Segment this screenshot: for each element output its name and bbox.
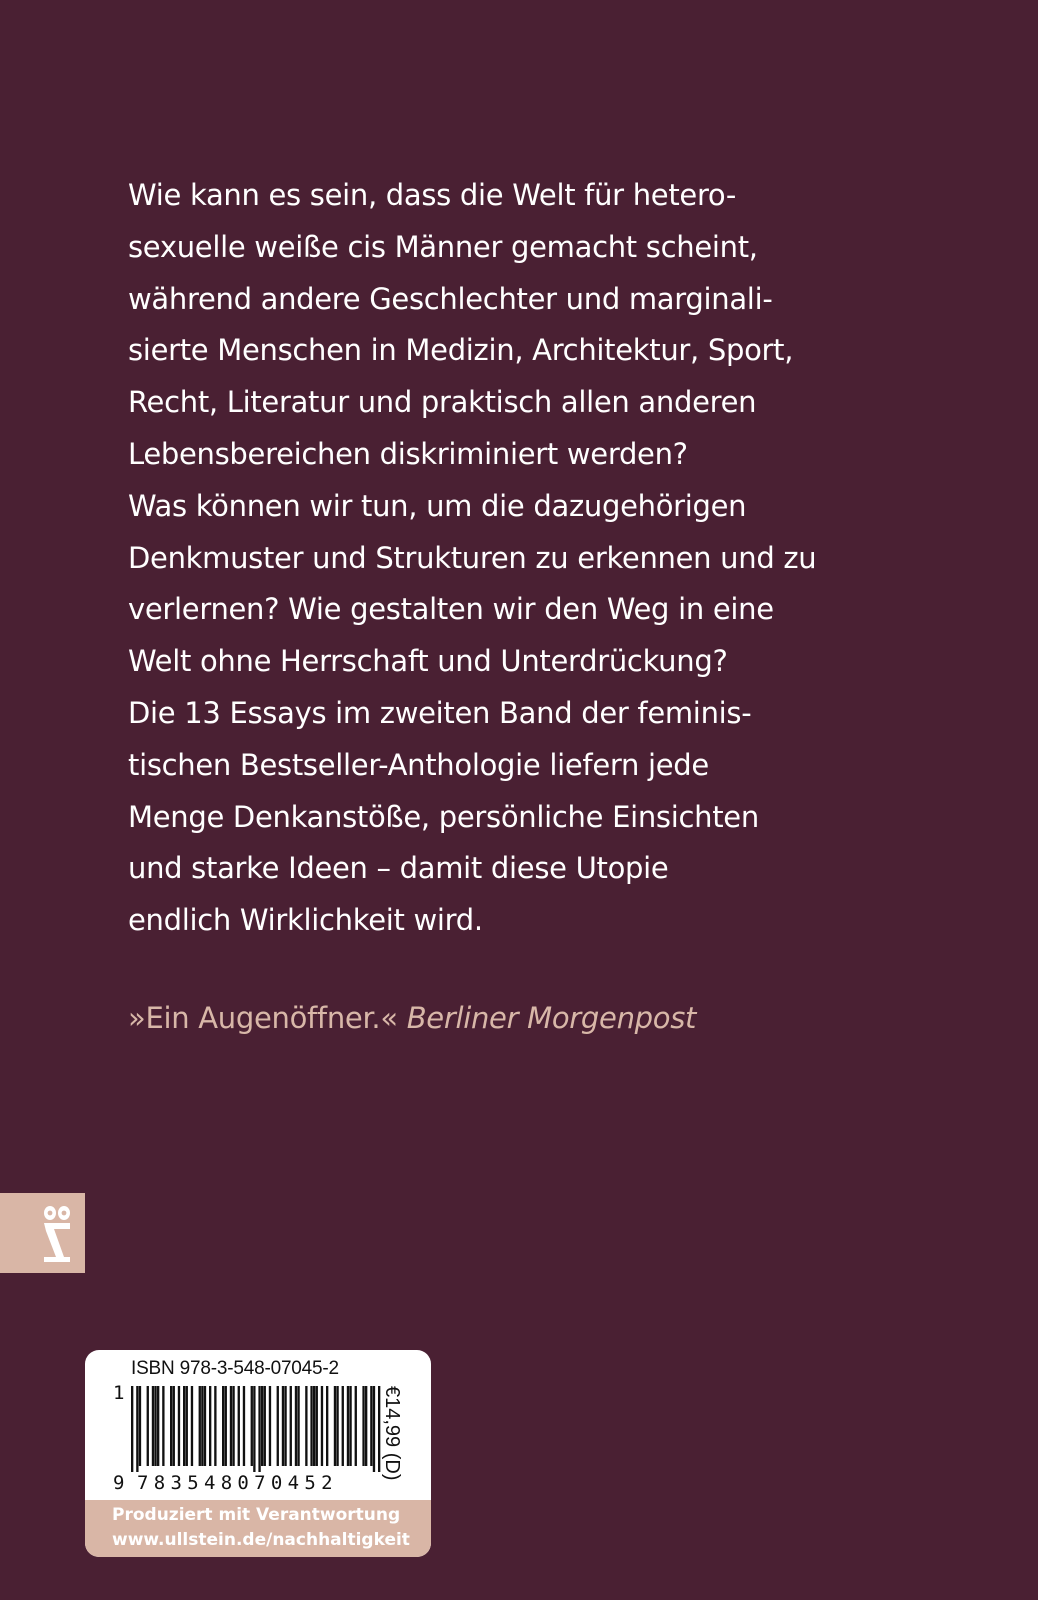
isbn-text: ISBN 978-3-548-07045-2: [131, 1358, 339, 1379]
barcode-bar: [362, 1386, 364, 1466]
publisher-logo: [0, 1193, 85, 1273]
barcode-bar: [284, 1386, 286, 1466]
barcode-bars: [131, 1386, 391, 1472]
barcode-bar: [326, 1386, 328, 1466]
blurb-line: Wie kann es sein, dass die Welt für hetero-: [128, 178, 737, 212]
barcode-bar: [365, 1386, 367, 1466]
barcode-bar: [251, 1386, 253, 1466]
barcode-bar: [253, 1386, 255, 1472]
barcode-bar: [370, 1386, 372, 1466]
barcode-bar: [131, 1386, 133, 1472]
barcode-bar: [230, 1386, 232, 1466]
price-label: €14,99 (D): [381, 1386, 403, 1481]
barcode-bar: [162, 1386, 164, 1466]
barcode-bar: [334, 1386, 336, 1466]
sustainability-note: [85, 1500, 431, 1557]
blurb-line: während andere Geschlechter und marginali-: [128, 281, 773, 316]
barcode-bar: [209, 1386, 211, 1466]
barcode-bar: [136, 1386, 138, 1472]
blurb-line: Die 13 Essays im zweiten Band der feminis-: [128, 695, 752, 730]
barcode-addon-digit: 1: [113, 1382, 125, 1404]
blurb-line: Menge Denkanstöße, persönliche Einsichten: [128, 799, 759, 834]
barcode-bar: [178, 1386, 180, 1466]
barcode-bar: [204, 1386, 206, 1466]
barcode-bar: [139, 1386, 141, 1466]
barcode-bar: [355, 1386, 357, 1466]
barcode-bar: [183, 1386, 185, 1466]
blurb-line: Denkmuster und Strukturen zu erkennen und zu: [128, 540, 817, 575]
sustainability-url: www.ullstein.de/nachhaltigkeit: [112, 1530, 410, 1550]
barcode-bar: [191, 1386, 193, 1466]
barcode-bar: [147, 1386, 149, 1466]
blurb-line: Welt ohne Herrschaft und Unterdrückung?: [128, 644, 728, 679]
blurb-line: endlich Wirklichkeit wird.: [128, 903, 483, 938]
barcode-bar: [261, 1386, 263, 1466]
barcode-bar: [305, 1386, 307, 1466]
blurb-line: sexuelle weiße cis Männer gemacht scheint,: [128, 229, 758, 264]
barcode-bar: [170, 1386, 172, 1466]
barcode-bar: [152, 1386, 154, 1466]
barcode-bar: [347, 1386, 349, 1466]
barcode-bar: [173, 1386, 175, 1466]
quote-source: Berliner Morgenpost: [406, 1001, 697, 1035]
barcode-bar: [214, 1386, 216, 1466]
barcode-bar: [199, 1386, 201, 1466]
barcode-bar: [154, 1386, 156, 1466]
barcode-bar: [336, 1386, 338, 1466]
barcode-bar: [186, 1386, 188, 1466]
barcode-bar: [258, 1386, 260, 1472]
barcode-first-digit: 9: [113, 1472, 125, 1494]
barcode-bar: [157, 1386, 159, 1466]
barcode-bar: [321, 1386, 323, 1466]
blurb-text: [128, 170, 988, 947]
barcode-bar: [277, 1386, 279, 1466]
barcode-bar: [269, 1386, 271, 1466]
ullstein-owl-icon: [40, 1201, 76, 1265]
barcode-bar: [295, 1386, 297, 1466]
barcode-bar: [282, 1386, 284, 1466]
barcode-bar: [243, 1386, 245, 1466]
barcode-bar: [238, 1386, 240, 1466]
blurb-line: sierte Menschen in Medizin, Architektur, Sport,: [128, 333, 794, 368]
press-quote: [128, 994, 696, 1042]
barcode-bar: [373, 1386, 375, 1472]
blurb-line: und starke Ideen – damit diese Utopie: [128, 851, 669, 886]
sustainability-line: Produziert mit Verantwortung: [112, 1505, 401, 1525]
blurb-line: Was können wir tun, um die dazugehörigen: [128, 488, 747, 523]
barcode-bar: [349, 1386, 351, 1466]
blurb-line: Recht, Literatur und praktisch allen anderen: [128, 385, 757, 420]
barcode-label: [85, 1350, 431, 1557]
quote-text: »Ein Augenöffner.«: [128, 1001, 398, 1035]
blurb-line: Lebensbereichen diskriminiert werden?: [128, 436, 688, 471]
barcode-bar: [225, 1386, 227, 1466]
barcode-bar: [264, 1386, 266, 1466]
barcode-bar: [201, 1386, 203, 1466]
barcode-bar: [222, 1386, 224, 1466]
barcode-digits: 783548070452: [137, 1472, 338, 1494]
barcode-bar: [316, 1386, 318, 1466]
barcode-bar: [290, 1386, 292, 1466]
barcode-bar: [232, 1386, 234, 1466]
barcode-bar: [342, 1386, 344, 1466]
blurb-line: verlernen? Wie gestalten wir den Weg in eine: [128, 592, 774, 627]
barcode-bar: [310, 1386, 312, 1466]
barcode-bar: [313, 1386, 315, 1466]
blurb-line: tischen Bestseller-Anthologie liefern jede: [128, 747, 709, 782]
barcode-bar: [297, 1386, 299, 1466]
